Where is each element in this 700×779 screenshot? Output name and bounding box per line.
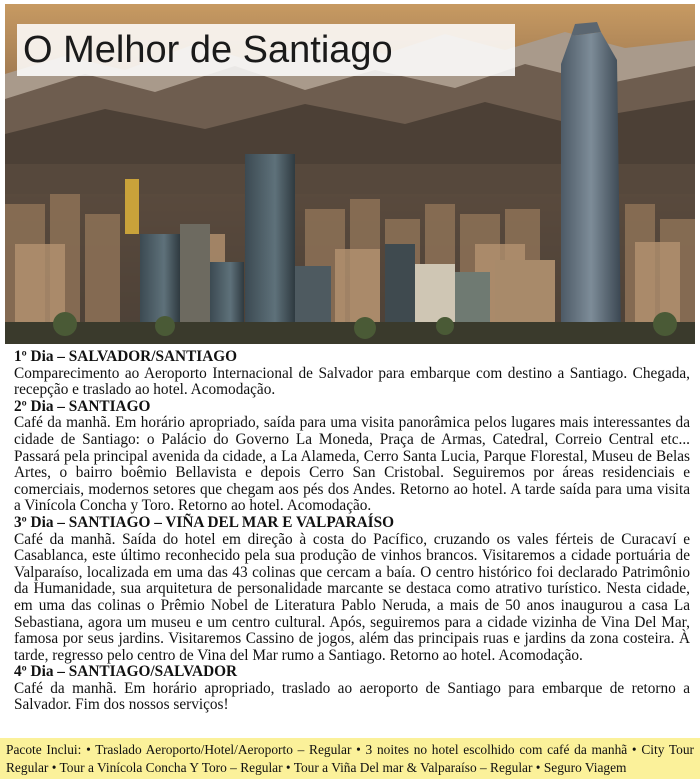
day-heading: 1º Dia – SALVADOR/SANTIAGO (14, 348, 238, 365)
day-description: Café da manhã. Saída do hotel em direção à costa do Pacífico, cruzando os vales férteis de Curacaví e Casablanca, este último reconhecido pela sua produção de vinhos brancos. Visitaremos a cidade portuária de Valparaíso, localizada em uma das 43 colinas que cercam a baía. O centro histórico foi declarado Patrimônio da Humanidade, sua arquitetura de personalidade marcante se destaca como atrativo turístico. Nesta cidade, em uma das colinas o Prêmio Nobel de Literatura Pablo Neruda, a mais de 50 anos inaugurou a casa La Sebastiana, agora um museu e um centro cultural. Após, seguiremos para a cidade vizinha de Vina Del Mar, famosa por seus jardins. Visitaremos Cassino de jogos, além das principais ruas e jardins da zona costeira. À tarde, regresso pelo centro de Vina del Mar rumo a Santiago. Retorno ao hotel. Acomodação. (14, 530, 690, 664)
title-banner (17, 24, 515, 76)
day-description: Comparecimento ao Aeroporto Internacional de Salvador para embarque com destino a Santiago. Chegada, recepção e traslado ao hotel. Acomodação. (14, 364, 690, 399)
day-section (14, 399, 690, 515)
day-section (14, 515, 690, 664)
hero-photo (5, 4, 695, 344)
day-heading: 3º Dia – SANTIAGO – VIÑA DEL MAR E VALPARAÍSO (14, 513, 395, 531)
day-section (14, 349, 690, 399)
day-description: Café da manhã. Em horário apropriado, traslado ao aeroporto de Santiago para embarque de retorno a Salvador. Fim dos nossos serviços! (14, 679, 690, 714)
package-includes-text: Pacote Inclui: • Traslado Aeroporto/Hotel/Aeroporto – Regular • 3 noites no hotel escolhido com café da manhã • City Tour Regular • Tour a Vinícola Concha Y Toro – Regular • Tour a Viña Del mar & Valparaíso – Regular • Seguro Viagem (6, 742, 694, 775)
page-title: O Melhor de Santiago (23, 29, 393, 71)
package-includes-footer (0, 738, 700, 779)
day-heading: 2º Dia – SANTIAGO (14, 397, 151, 415)
day-description: Café da manhã. Em horário apropriado, saída para uma visita panorâmica pelos lugares mais interessantes da cidade de Santiago: o Palácio do Governo La Moneda, Praça de Armas, Catedral, Correio Central etc... Passará pela principal avenida da cidade, a La Alameda, Cerro Santa Lucia, Parque Florestal, Museu de Belas Artes, o bairro boêmio Bellavista e depois Cerro San Cristobal. Seguiremos por áreas residenciais e comerciais, modernos setores que chegam aos pés dos Andes. Retorno ao hotel. A tarde saída para uma visita a Vinícola Concha y Toro. Retorno ao hotel. Acomodação. (14, 414, 690, 515)
day-heading: 4º Dia – SANTIAGO/SALVADOR (14, 663, 238, 681)
itinerary (14, 349, 690, 714)
day-section (14, 664, 690, 714)
